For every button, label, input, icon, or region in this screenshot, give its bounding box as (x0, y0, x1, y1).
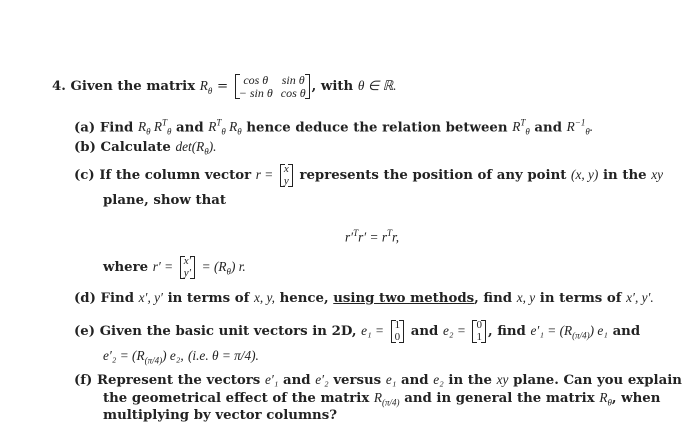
part-f-text: plane. Can you explain (513, 373, 682, 388)
part-c-text: If the column vector (99, 168, 252, 184)
eq-mid: r′ = r (358, 229, 387, 245)
problem-header: 4. Given the matrix $R_\theta$ = cos θ sin θ − sin θ cos θ , with θ ∈ ℝ. (52, 73, 397, 100)
part-f-text: multiplying by vector columns? (103, 408, 337, 423)
part-e-line2 (103, 348, 259, 366)
matrix-entry: cos θ (243, 73, 269, 87)
part-a-text: hence deduce the relation between (246, 120, 508, 136)
det-expr: det(R (175, 139, 205, 154)
part-d-text: , find (474, 291, 513, 306)
part-label: (a) (74, 120, 96, 136)
part-label: (f) (74, 373, 93, 388)
where-text: where (103, 260, 149, 276)
part-c-line2 (103, 193, 226, 208)
part-a-text: Find (99, 120, 134, 136)
part-label: (e) (74, 324, 96, 340)
vector-entry: x′ (183, 255, 192, 267)
matrix-sub: θ (207, 85, 213, 96)
rotation-matrix (235, 74, 310, 99)
part-f-text: the geometrical effect of the matrix (103, 391, 370, 406)
problem-number: 4. (52, 79, 66, 95)
ie-text: (i.e. θ = π/4). (187, 348, 259, 363)
xy-label: xy (651, 167, 664, 183)
part-a-text: and (534, 120, 562, 136)
part-e (74, 320, 640, 343)
unit-vector-e2 (472, 320, 486, 343)
part-f-text: , when (611, 391, 661, 406)
vec: e′₂ (315, 372, 329, 387)
matrix-entry: cos θ (280, 85, 306, 100)
vec: e′₁ (264, 372, 279, 387)
vars: x′, y′ (138, 290, 163, 305)
part-c (74, 164, 663, 187)
e1p-end: ) e₁ (589, 323, 608, 339)
det-expr-end: ). (208, 139, 217, 154)
part-e-text: Given the basic unit vectors in 2D, (99, 324, 357, 340)
e1-eq: e₁ = (361, 323, 384, 339)
part-c-text: represents the position of any point (299, 168, 567, 184)
rhs-end: ) r. (230, 259, 246, 275)
part-f-text: versus (333, 373, 382, 388)
point-xy: (x, y) (571, 167, 599, 183)
part-f-line3 (103, 408, 337, 423)
part-label: (c) (74, 168, 95, 184)
part-d-text: hence, (279, 291, 329, 306)
pi4: (π/4) (144, 355, 163, 366)
vector-entry: y′ (183, 266, 192, 279)
rhs: = (R (201, 259, 227, 275)
matrix-sub: θ (607, 397, 612, 408)
eq-left: r′ (345, 229, 354, 245)
with-text: , with (311, 79, 354, 95)
pi4: (π/4) (572, 330, 590, 341)
part-f (74, 372, 682, 388)
problem-intro: Given the matrix (70, 79, 196, 95)
part-b: (b) Calculate $\det(R_\theta)$. (74, 139, 217, 157)
part-c-where: where r′ = x′ y′ = $(R_\theta)$ r. (103, 255, 246, 279)
part-f-text: and (400, 373, 429, 388)
r-eq: r = (255, 167, 274, 183)
part-e-text: and (612, 324, 641, 340)
part-b-text: Calculate (100, 140, 171, 155)
eq-right: r, (392, 229, 400, 245)
column-vector-rprime (180, 256, 195, 279)
part-f-text: and (283, 373, 311, 388)
matrix-sub: (π/4) (382, 397, 400, 408)
vector-entry: 0 (476, 319, 482, 331)
column-vector-r (280, 164, 293, 187)
vector-entry: 0 (394, 330, 401, 343)
condition: θ ∈ ℝ. (357, 78, 397, 94)
vars: x′, y′. (626, 290, 654, 305)
part-d (74, 290, 654, 306)
part-a-text: and (176, 120, 204, 136)
part-c-equation: $r'^Tr' = r^Tr$, (345, 228, 400, 245)
unit-vector-e1 (391, 320, 405, 343)
xy-label: xy (496, 372, 509, 387)
matrix-symbol: R (373, 390, 383, 405)
e1p: e′₁ = (R (530, 323, 573, 339)
part-f-text: in the (448, 373, 493, 388)
matrix-entry: − sin θ (238, 85, 273, 100)
vec: e₂ (433, 372, 444, 387)
vector-entry: y (283, 174, 289, 187)
part-d-text: in terms of (539, 291, 622, 306)
part-f-line2 (103, 390, 660, 408)
matrix-symbol: R (599, 390, 608, 405)
part-a: (a) Find $R_\theta$ $R^T_\theta$ and $R^T_\theta$ $R_\theta$ hence deduce the relation between $R^T_\theta$ and $R^{-1}_\theta$. (74, 118, 594, 138)
part-d-text: Find (100, 291, 134, 306)
vars: x, y (516, 290, 536, 305)
matrix-entry: sin θ (281, 73, 305, 87)
part-label: (d) (74, 291, 96, 306)
underlined-text: using two methods (333, 291, 475, 306)
part-c-text: plane, show that (103, 193, 227, 208)
vector-entry: x (283, 163, 289, 175)
rprime-eq: r′ = (152, 259, 174, 275)
part-label: (b) (74, 140, 96, 155)
vars: x, y, (253, 290, 275, 305)
matrix-name: R (199, 78, 208, 94)
vector-entry: 1 (394, 319, 401, 331)
part-c-text: in the (603, 168, 647, 184)
part-f-text: Represent the vectors (96, 373, 261, 388)
part-e-text: , find (487, 324, 526, 340)
part-f-text: and in general the matrix (404, 391, 595, 406)
vec: e₁ (385, 372, 397, 387)
part-d-text: in terms of (167, 291, 250, 306)
e2-eq: e₂ = (443, 323, 466, 339)
part-e-text: and (410, 324, 439, 340)
e2p: e′₂ = (R (103, 348, 145, 363)
vector-entry: 1 (476, 330, 482, 343)
e2p-end: ) e₂, (162, 348, 184, 363)
